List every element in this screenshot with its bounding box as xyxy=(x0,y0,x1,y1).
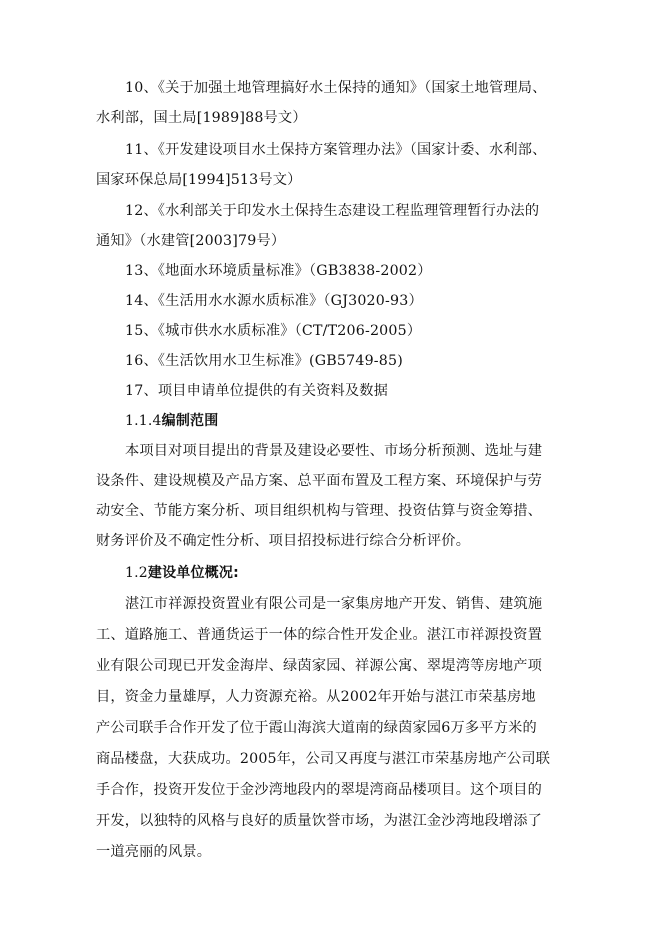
section-114-para-line-3: 动安全、节能方案分析、项目组织机构与管理、投资估算与资金筹措、 xyxy=(96,503,543,519)
section-12-para-line-6: 商品楼盘，大获成功。2005年，公司又再度与湛江市荣基房地产公司联 xyxy=(96,751,551,767)
section-12-para-line-1: 湛江市祥源投资置业有限公司是一家集房地产开发、销售、建筑施 xyxy=(125,596,543,612)
reference-15: 15、《城市供水水质标准》（CT/T206-2005） xyxy=(125,323,422,339)
reference-14: 14、《生活用水水源水质标准》（GJ3020-93） xyxy=(125,293,423,309)
section-114-para-line-1: 本项目对项目提出的背景及建设必要性、市场分析预测、选址与建 xyxy=(125,443,543,459)
reference-12-line-2: 通知》（水建管[2003]79号） xyxy=(96,233,286,249)
reference-11-line-1: 11、《开发建设项目水土保持方案管理办法》（国家计委、水利部、 xyxy=(125,142,547,158)
section-12-number: 1.2 xyxy=(125,565,148,581)
reference-10-line-1: 10、《关于加强土地管理搞好水土保持的通知》（国家土地管理局、 xyxy=(125,80,547,96)
reference-12-line-1: 12、《水利部关于印发水土保持生态建设工程监理管理暂行办法的 xyxy=(125,203,540,219)
section-114-para-line-4: 财务评价及不确定性分析、项目招投标进行综合分析评价。 xyxy=(96,533,471,549)
section-12-para-line-2: 工、道路施工、普通货运于一体的综合性开发企业。湛江市祥源投资置 xyxy=(96,627,543,643)
section-114-number: 1.1.4 xyxy=(125,413,162,429)
reference-10-line-2: 水利部，国土局[1989]88号文） xyxy=(96,110,307,126)
reference-17: 17、项目申请单位提供的有关资料及数据 xyxy=(125,383,389,399)
section-12-heading xyxy=(125,563,635,583)
section-12-para-line-5: 产公司联手合作开发了位于霞山海滨大道南的绿茵家园6万多平方米的 xyxy=(96,720,537,736)
reference-11-line-2: 国家环保总局[1994]513号文） xyxy=(96,172,302,188)
section-12-para-line-4: 目，资金力量雄厚，人力资源充裕。从2002年开始与湛江市荣基房地 xyxy=(96,689,536,705)
section-12-para-line-9: 一道亮丽的风景。 xyxy=(96,844,212,860)
section-12-para-line-7: 手合作，投资开发位于金沙湾地段内的翠堤湾商品楼项目。这个项目的 xyxy=(96,782,543,798)
section-114-heading xyxy=(125,411,635,431)
reference-13: 13、《地面水环境质量标准》（GB3838-2002） xyxy=(125,263,432,279)
section-12-para-line-3: 业有限公司现已开发金海岸、绿茵家园、祥源公寓、翠堤湾等房地产项 xyxy=(96,658,543,674)
section-114-title: 编制范围 xyxy=(161,413,219,429)
section-114-para-line-2: 设条件、建设规模及产品方案、总平面布置及工程方案、环境保护与劳 xyxy=(96,473,543,489)
reference-16: 16、《生活饮用水卫生标准》(GB5749-85) xyxy=(125,353,403,369)
section-12-title: 建设单位概况: xyxy=(147,565,239,581)
section-12-para-line-8: 开发，以独特的风格与良好的质量饮誉市场，为湛江金沙湾地段增添了 xyxy=(96,813,543,829)
